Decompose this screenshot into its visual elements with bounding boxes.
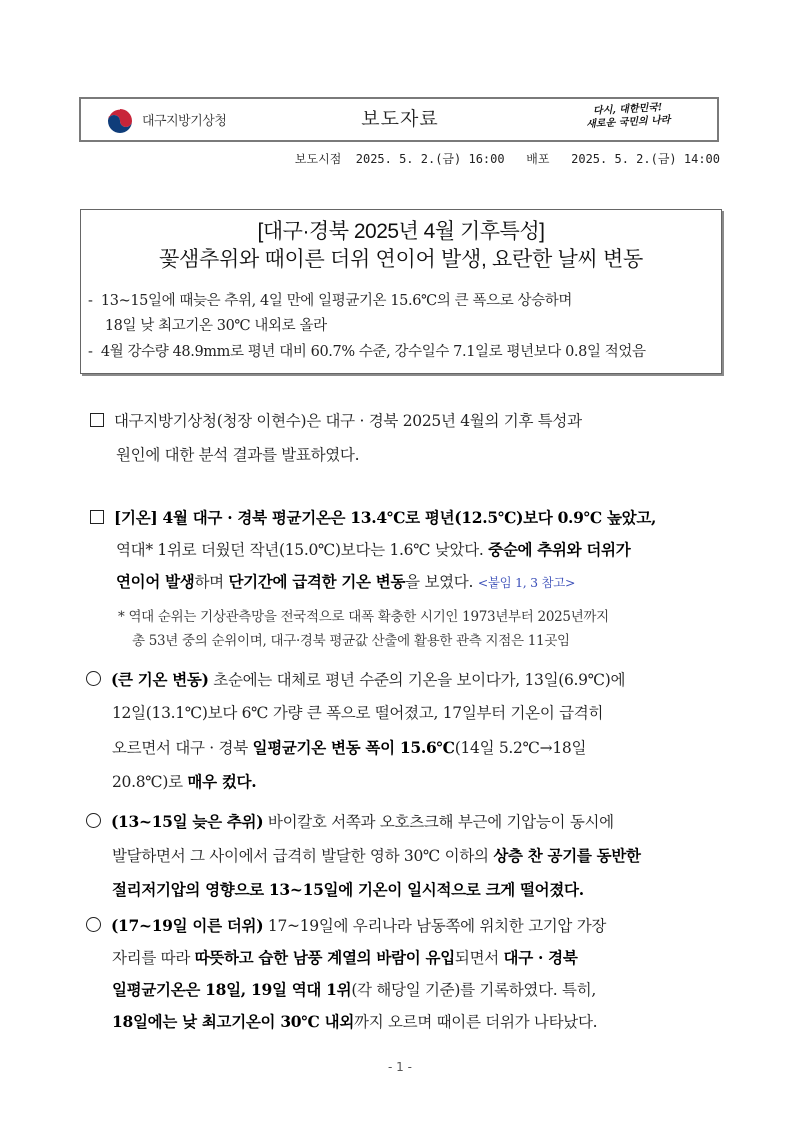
temp-line2-bold: 중순에 추위와 더위가 xyxy=(488,540,631,559)
temp-line3-normal2: 을 보였다. xyxy=(405,573,478,591)
temp-line3-normal1: 하며 xyxy=(194,573,229,591)
temp-line3-bold1: 연이어 발생 xyxy=(116,572,195,591)
variation-line3-normal1: 오르면서 대구 · 경북 xyxy=(112,739,253,757)
heat-line4-bold: 18일에는 낮 최고기온이 30℃ 내외 xyxy=(112,1012,355,1031)
footnote-line1: * 역대 순위는 기상관측망을 전국적으로 대폭 확충한 시기인 1973년부터 2025년까지 xyxy=(118,609,609,625)
heat-line2-normal2: 되면서 xyxy=(454,949,504,967)
variation-heading: (큰 기온 변동) xyxy=(111,670,209,689)
variation-line3-bold: 일평균기온 변동 폭이 15.6℃ xyxy=(252,738,455,757)
slogan-line1: 다시, 대한민국! xyxy=(592,102,663,117)
slogan-line2: 새로운 국민의 나라 xyxy=(585,114,671,131)
agency-name: 대구지방기상청 xyxy=(142,114,227,129)
variation-line3-normal2: (14일 5.2℃→18일 xyxy=(454,739,587,757)
circle-bullet-icon xyxy=(86,671,101,686)
cold-line1: 바이칼호 서쪽과 오호츠크해 부근에 기압능이 동시에 xyxy=(263,813,614,831)
variation-line4-normal: 20.8℃)로 xyxy=(112,773,188,791)
square-bullet-icon xyxy=(90,510,104,524)
summary-title: [대구·경북 2025년 4월 기후특성] xyxy=(257,220,545,243)
cold-line2-bold: 상층 찬 공기를 동반한 xyxy=(493,846,641,865)
heat-line2-normal1: 자리를 따라 xyxy=(112,949,195,967)
heat-line2-bold1: 따뜻하고 습한 남풍 계열의 바람이 유입 xyxy=(194,948,455,967)
summary-bullet-1-cont: 18일 낮 최고기온 30℃ 내외로 올라 xyxy=(88,318,327,334)
intro-line2: 원인에 대한 분석 결과를 발표하였다. xyxy=(116,446,360,464)
document-type: 보도자료 xyxy=(361,108,439,130)
summary-bullet-1: - 13~15일에 때늦은 추위, 4일 만에 일평균기온 15.6℃의 큰 폭으로 상승하며 xyxy=(88,293,572,309)
release-time-line: 보도시점 2025. 5. 2.(금) 16:00 배포 2025. 5. 2.(금) 14:00 xyxy=(294,152,720,166)
variation-line1: 초순에는 대체로 평년 수준의 기온을 보이다가, 13일(6.9℃)에 xyxy=(208,671,626,689)
summary-bullet-2: - 4월 강수량 48.9mm로 평년 대비 60.7% 수준, 강수일수 7.1일로 평년보다 0.8일 적었음 xyxy=(88,344,646,360)
heat-heading: (17~19일 이른 더위) xyxy=(111,916,264,935)
footnote-line2: 총 53년 중의 순위이며, 대구·경북 평균값 산출에 활용한 관측 지점은 11곳임 xyxy=(132,633,570,649)
heat-line3-normal: (각 해당일 기준)를 기록하였다. 특히, xyxy=(351,981,596,999)
square-bullet-icon xyxy=(90,413,104,427)
variation-line4-bold: 매우 컸다. xyxy=(187,772,257,791)
temp-line3-bold2: 단기간에 급격한 기온 변동 xyxy=(228,572,406,591)
temp-line1: [기온] 4월 대구 · 경북 평균기온은 13.4℃로 평년(12.5℃)보다 0.9℃ 높았고, xyxy=(114,508,657,527)
cold-heading: (13~15일 늦은 추위) xyxy=(111,812,264,831)
cold-line2-normal: 발달하면서 그 사이에서 급격히 발달한 영하 30℃ 이하의 xyxy=(112,847,494,865)
circle-bullet-icon xyxy=(86,813,101,828)
variation-line2: 12일(13.1℃)보다 6℃ 가량 큰 폭으로 떨어졌고, 17일부터 기온이 급격히 xyxy=(112,704,604,722)
heat-line3-bold: 일평균기온은 18일, 19일 역대 1위 xyxy=(112,980,352,999)
circle-bullet-icon xyxy=(86,917,101,932)
heat-line1: 17~19일에 우리나라 남동쪽에 위치한 고기압 가장 xyxy=(263,917,607,935)
intro-line1: 대구지방기상청(청장 이현수)은 대구 · 경북 2025년 4월의 기후 특성과 xyxy=(114,412,582,430)
temp-line2-normal: 역대* 1위로 더웠던 작년(15.0℃)보다는 1.6℃ 낮았다. xyxy=(116,541,489,559)
cold-line3: 절리저기압의 영향으로 13~15일에 기온이 일시적으로 크게 떨어졌다. xyxy=(112,880,584,899)
government-logo-icon xyxy=(106,107,134,135)
page-number: - 1 - xyxy=(388,1060,412,1074)
attachment-reference: <붙임 1, 3 참고> xyxy=(477,575,576,590)
heat-line2-bold2: 대구 · 경북 xyxy=(503,948,578,967)
heat-line4-normal: 까지 오르며 때이른 더위가 나타났다. xyxy=(354,1013,598,1031)
summary-subtitle: 꽃샘추위와 때이른 더위 연이어 발생, 요란한 날씨 변동 xyxy=(159,248,643,271)
